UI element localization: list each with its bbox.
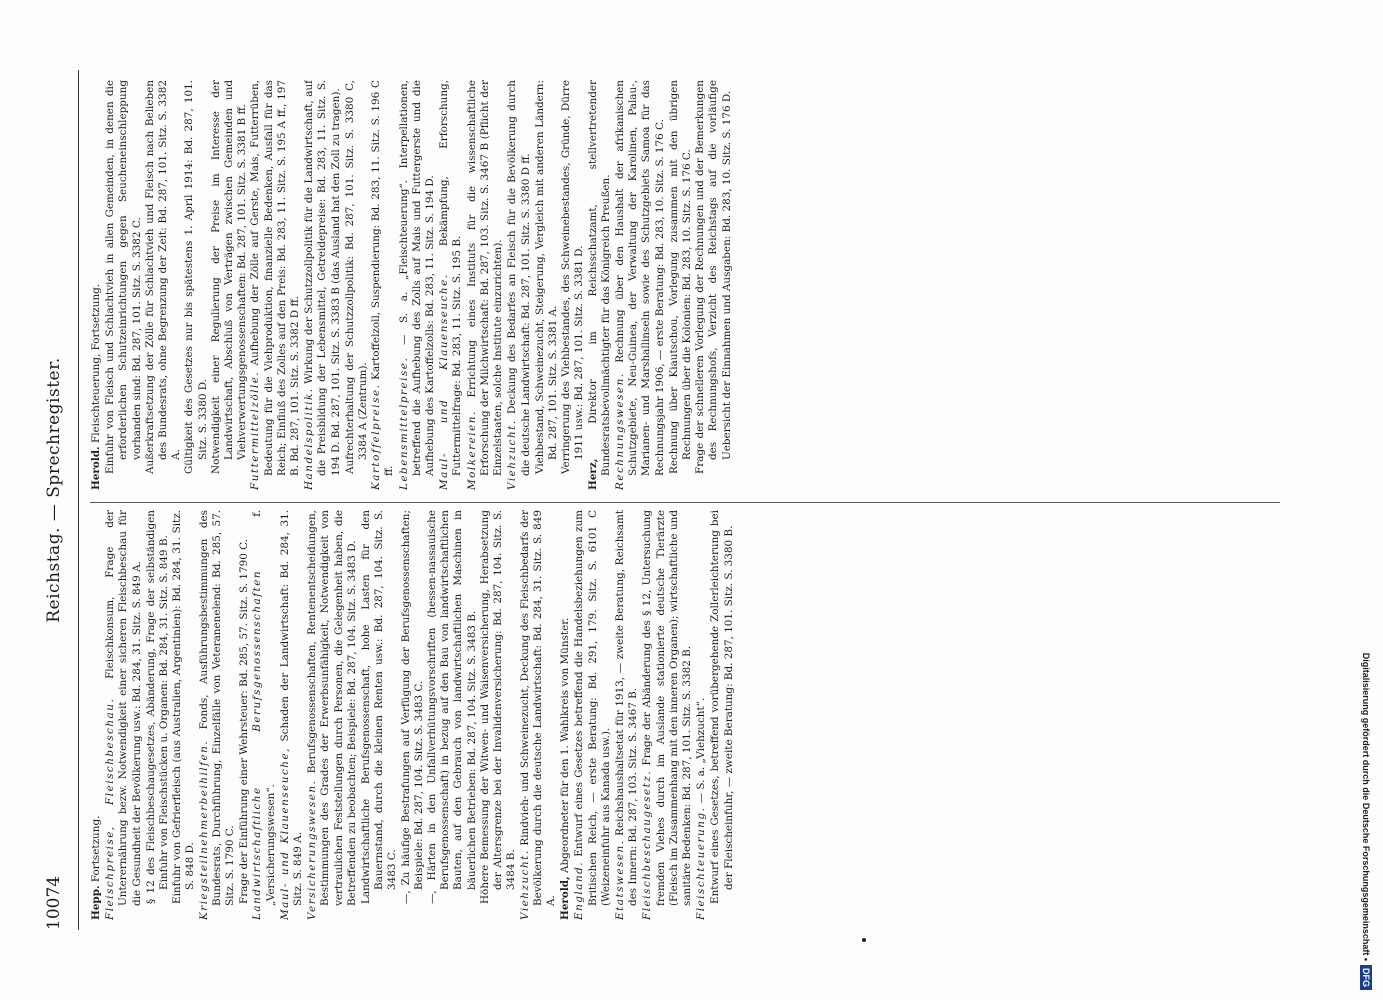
entry-text: Frage der schnelleren Vorlegung der Rechnungen und der Bemerkungen des Rechnungshofs, Verzicht des Reichstags auf die vorläufige Uebersicht der Einnahmen und Ausgaben: Bd. 283, 10. Sitz. S. 176 D. xyxy=(694,80,733,474)
entry-text: Direktor im Reichsschatzamt, stellvertretender Bundesratsbevollmächtigter für das Königreich Preußen. xyxy=(586,80,612,476)
index-entry xyxy=(466,80,506,490)
index-entry xyxy=(370,80,396,490)
index-entry xyxy=(306,510,359,920)
speaker-name: Hepp. xyxy=(90,885,102,920)
index-entry xyxy=(641,510,694,920)
index-entry xyxy=(438,80,464,490)
index-entry xyxy=(694,80,734,490)
topic-heading: Lebensmittelpreise. xyxy=(397,356,410,490)
topic-heading: Handelspolitik. xyxy=(303,387,316,490)
entry-text: Fleischteuerung, Fortsetzung. xyxy=(90,283,102,444)
running-head xyxy=(40,50,70,930)
index-entry xyxy=(198,510,238,920)
index-entry xyxy=(519,510,559,920)
index-entry xyxy=(90,510,103,920)
index-entry xyxy=(104,80,144,490)
index-entry xyxy=(344,80,370,490)
entry-text: Verringerung des Viehbestandes, des Schweinebestandes, Gründe, Dürre 1911 usw.: Bd. 287, 101. Sitz. S. 3381 D. xyxy=(560,80,586,474)
index-entry xyxy=(238,510,251,920)
index-entry xyxy=(534,80,560,490)
entry-text: Abgeordneter für den 1. Wahlkreis von Münster. xyxy=(559,617,572,874)
topic-heading: England. xyxy=(573,860,586,920)
entry-text: Reichshaushaltsetat für 1913, — zweite Beratung, Reichsamt des Innern: Bd. 287, 103. Sitz. S. 3467 B. xyxy=(613,510,640,906)
topic-heading: Etatswesen. xyxy=(613,839,626,920)
entry-text: Frage der Abänderung des § 12, Untersuchung fremden Viehes durch im Auslande stationierte deutsche Tierärzte (Fleisch im Zusammenhang mit den inneren Organen); wirtschaftliche und sanitäre Bedenken: Bd. 287, 101. Sitz. S. 3382 B. xyxy=(641,510,693,906)
entry-text: — S. a. „Fleischteuerung“. Interpellationen, betreffend die Aufhebung des Zolls auf Mais und Futtergerste und die Aufhebung des Kartoffelzolls: Bd. 283, 11. Sitz. S. 194 D. xyxy=(397,80,437,476)
index-entry xyxy=(144,80,184,490)
entry-text: f. „Versicherungswesen“. xyxy=(251,510,277,906)
speaker-name: Herz, xyxy=(586,458,599,490)
entry-text: Rindvieh- und Schweinezucht, Deckung des Fleischbedarfs der Bevölkerung durch die deutsche Landwirtschaft: Bd. 284, 31. Sitz. S. 849 A. xyxy=(518,510,557,906)
entry-text: Landwirtschaftliche Berufsgenossenschaft, hohe Lasten für den Bauernstand, durch die kleinen Renten usw.: Bd. 287, 104. Sitz. S. 3483 C. xyxy=(360,510,399,904)
entry-text: Berufsgenossenschaften, Rentenentscheidungen, Bestimmungen des Grades der Erwerbsunfähigkeit, Notwendigkeit von vertraulichen Feststellungen durch Personen, die Gelegenheit haben, die Betreffenden zu beobachten; Beispiele: Bd. 287, 104. Sitz. S. 3483 D. xyxy=(306,510,358,906)
index-entry xyxy=(171,510,197,920)
index-entry xyxy=(251,510,277,920)
index-entry xyxy=(303,80,343,490)
index-entry xyxy=(695,510,708,920)
entry-text: Entwurf eines Gesetzes, betreffend vorübergehende Zollerleichterung bei der Fleischeinfuhr, — zweite Beratung: Bd. 287, 101. Sitz. S. 3380 B. xyxy=(709,510,735,904)
index-entry xyxy=(479,510,519,920)
entry-text: Fortsetzung. xyxy=(90,815,102,883)
credit-text: Digitalisierung gefördert durch die Deutsche Forschungsgemeinschaft • xyxy=(1361,652,1371,961)
index-entry xyxy=(398,80,438,490)
topic-heading: Landwirtschaftliche Berufsgenossenschaften xyxy=(251,569,264,920)
entry-text: Wirkung der Schutzzollpolitik für die Landwirtschaft, auf die Preisbildung der Lebensmittel, Getreidepreise: Bd. 283, 11. Sitz. S. 194 D. Bd. 287, 101. Sitz. S. 3383 B (das Ausland hat den Zoll zu tragen). xyxy=(303,80,342,476)
topic-heading: Fleischbeschaugesetz. xyxy=(641,769,654,920)
entry-text: Rechnung über Kiautschou, Vorlegung zusammen mit den übrigen Rechnungen über die Kolonien: Bd. 283, 10. Sitz. S. 176 C. xyxy=(667,80,693,474)
topic-heading: Versicherungswesen. xyxy=(306,779,319,920)
index-entry xyxy=(400,510,426,920)
index-entry xyxy=(183,80,209,490)
entry-text: Aufhebung der Zölle auf Gerste, Mais, Futterrüben, Bedeutung für die Viehproduktion, finanzielle Bedenken, Ausfall für das Reich; Einfluß des Zolles auf den Preis: Bd. 283, 11. Sitz. S. 195 A ff., 197 B. Bd. 287, 101. Sitz. S. 3382 D ff. xyxy=(249,80,302,476)
index-entry xyxy=(104,510,144,920)
entry-text: Aufrechterhaltung der Schutzzollpolitik: Bd. 287, 101. Sitz. S. 3380 C, 3384 A (Zentrum). xyxy=(343,80,370,474)
index-entry xyxy=(210,80,250,490)
digitization-credit xyxy=(1355,10,1377,990)
index-entry xyxy=(668,80,694,490)
entry-text: Fonds, Ausführungsbestimmungen des Bundesrats, Durchführung, Einzelfälle von Veteranenelend: Bd. 285, 57. Sitz. S. 1790 C. xyxy=(197,510,237,906)
entry-text: Einfuhr von Fleisch und Schlachtvieh in allen Gemeinden, in denen die erforderlichen Schutzeinrichtungen gegen Seucheneinschleppung vorhanden sind: Bd. 287, 101. Sitz. S. 3382 C. xyxy=(104,80,143,474)
index-entry xyxy=(90,80,103,490)
index-entry xyxy=(360,510,400,920)
entry-text: Einfuhr von Gefrierfleisch (aus Australien, Argentinien): Bd. 284, 31. Sitz. S. 848 D. xyxy=(171,510,197,904)
running-title: Reichstag. — Sprechregister. xyxy=(44,357,64,623)
speaker-name: Herold. xyxy=(90,446,102,490)
entry-text: Gültigkeit des Gesetzes nur bis spätestens 1. April 1914: Bd. 287, 101. Sitz. S. 3380 D. xyxy=(183,80,209,474)
entry-text: Kartoffelzoll, Suspendierung: Bd. 283, 11. Sitz. S. 196 C ff. xyxy=(370,80,396,476)
index-entry xyxy=(426,510,479,920)
index-entry xyxy=(709,510,735,920)
entry-text: — S. a. „Viehzucht“. xyxy=(695,697,708,804)
dfg-logo: DFG xyxy=(1360,965,1372,990)
index-entry xyxy=(559,510,572,920)
entry-text: —, Härten in den Unfallverhütungsvorschriften (hessen-nassauische Berufsgenossenschaft) in bezug auf den Bau von landwirtschaftlichen Bauten, auf den Gebrauch von landwirtschaftlichen Maschinen in bäuerlichen Betrieben: Bd. 287, 104. Sitz. S. 3483 B. xyxy=(426,510,478,904)
left-column xyxy=(90,510,1280,920)
topic-heading: Viehzucht. xyxy=(518,849,531,920)
entry-text: Fleischkonsum, Frage der Unterernährung bezw. Notwendigkeit einer sicheren Fleischbeschau für die Gesundheit der Bevölkerung usw.: Bd. 284, 31. Sitz. S. 849 A. xyxy=(104,510,143,906)
topic-heading: Kriegsteilnehmerbeihilfen. xyxy=(197,739,210,920)
index-entry xyxy=(573,510,613,920)
entry-text: Viehbestand, Schweinezucht, Steigerung, Vergleich mit anderen Ländern: Bd. 287, 101. Sitz. S. 3381 A. xyxy=(533,80,559,474)
header-rule xyxy=(78,70,79,930)
topic-heading: Kartoffelpreise. xyxy=(370,383,383,490)
entry-text: Schaden der Landwirtschaft: Bd. 284, 31. Sitz. S. 849 A. xyxy=(278,510,305,906)
entry-text: —, Zu häufige Bestrafungen auf Verfügung der Berufsgenossenschaften; Beispiele: Bd. 287, 104. Sitz. S. 3483 C. xyxy=(399,510,425,904)
entry-text: Entwurf eines Gesetzes betreffend die Handelsbeziehungen zum Britischen Reich, — erste Beratung: Bd. 291, 179. Sitz. S. 6101 C (Weizeneinfuhr aus Kanada usw.). xyxy=(573,510,612,906)
entry-text: Deckung des Bedarfes an Fleisch für die Bevölkerung durch die deutsche Landwirtschaft: Bd. 287, 101. Sitz. S. 3380 D ff. xyxy=(506,80,532,476)
topic-heading: Rechnungswesen. xyxy=(613,372,626,490)
column-divider xyxy=(90,502,1280,503)
index-entry xyxy=(249,80,302,490)
index-entry xyxy=(145,510,171,920)
topic-heading: Fleischpreise, Fleischbeschau. xyxy=(104,697,117,920)
entry-text: Höhere Bemessung der Witwen- und Waisenversicherung, Herabsetzung der Altersgrenze bei der Invalidenversicherung: Bd. 287, 104. Sitz. S. 3484 B. xyxy=(478,510,518,904)
entry-text: Frage der Einführung einer Wehrsteuer: Bd. 285, 57. Sitz. S. 1790 C. xyxy=(238,538,251,904)
entry-text: Notwendigkeit einer Regulierung der Preise im Interesse der Landwirtschaft, Abschluß von Verträgen zwischen Gemeinden und Viehverwertungsgenossenschaften: Bd. 287, 101. Sitz. S. 3381 B ff. xyxy=(209,80,249,474)
entry-text: Errichtung eines Instituts für die wissenschaftliche Erforschung der Milchwirtschaft: Bd. 287, 103. Sitz. S. 3467 B (Pflicht der Einzelstaaten, solche Institute einzurichten). xyxy=(465,80,505,476)
index-entry xyxy=(614,510,640,920)
entry-text: Bekämpfung, Erforschung, Futtermittelfrage: Bd. 283, 11. Sitz. S. 195 B. xyxy=(438,80,464,476)
entry-text: Außerkraftsetzung der Zölle für Schlachtvieh und Fleisch nach Belieben des Bundesrats, ohne Begrenzung der Zeit: Bd. 287, 101. Sitz. S. 3382 A. xyxy=(143,80,183,474)
index-entry xyxy=(614,80,667,490)
entry-text: § 12 des Fleischbeschaugesetzes, Abänderung, Frage der selbständigen Einfuhr von Fleischstücken u. Organen: Bd. 284, 31. Sitz. S. 849 B. xyxy=(144,510,171,904)
index-entry xyxy=(560,80,586,490)
index-entry xyxy=(279,510,305,920)
speaker-name: Herold, xyxy=(559,876,572,920)
topic-heading: Maul- und Klauenseuche, xyxy=(278,747,291,920)
topic-heading: Molkereien. xyxy=(465,410,478,490)
topic-heading: Maul- und Klauenseuche. xyxy=(438,273,451,490)
ink-spot xyxy=(862,938,866,942)
topic-heading: Futtermittelzölle. xyxy=(249,370,262,490)
index-entry xyxy=(506,80,532,490)
topic-heading: Viehzucht. xyxy=(506,419,519,490)
index-entry xyxy=(587,80,613,490)
topic-heading: Fleischteuerung. xyxy=(695,806,708,920)
page-number: 10074 xyxy=(44,875,64,930)
entry-text: Rechnung über den Haushalt der afrikanischen Schutzgebiete, Neu-Guinea, der Verwaltung der Karolinen, Palau-, Marianen- und Marshallinseln sowie des Schutzgebiets Samoa für das Rechnungsjahr 1906, — erste Beratung: Bd. 283, 10. Sitz. S. 176 C. xyxy=(613,80,666,476)
right-column xyxy=(90,80,1280,490)
